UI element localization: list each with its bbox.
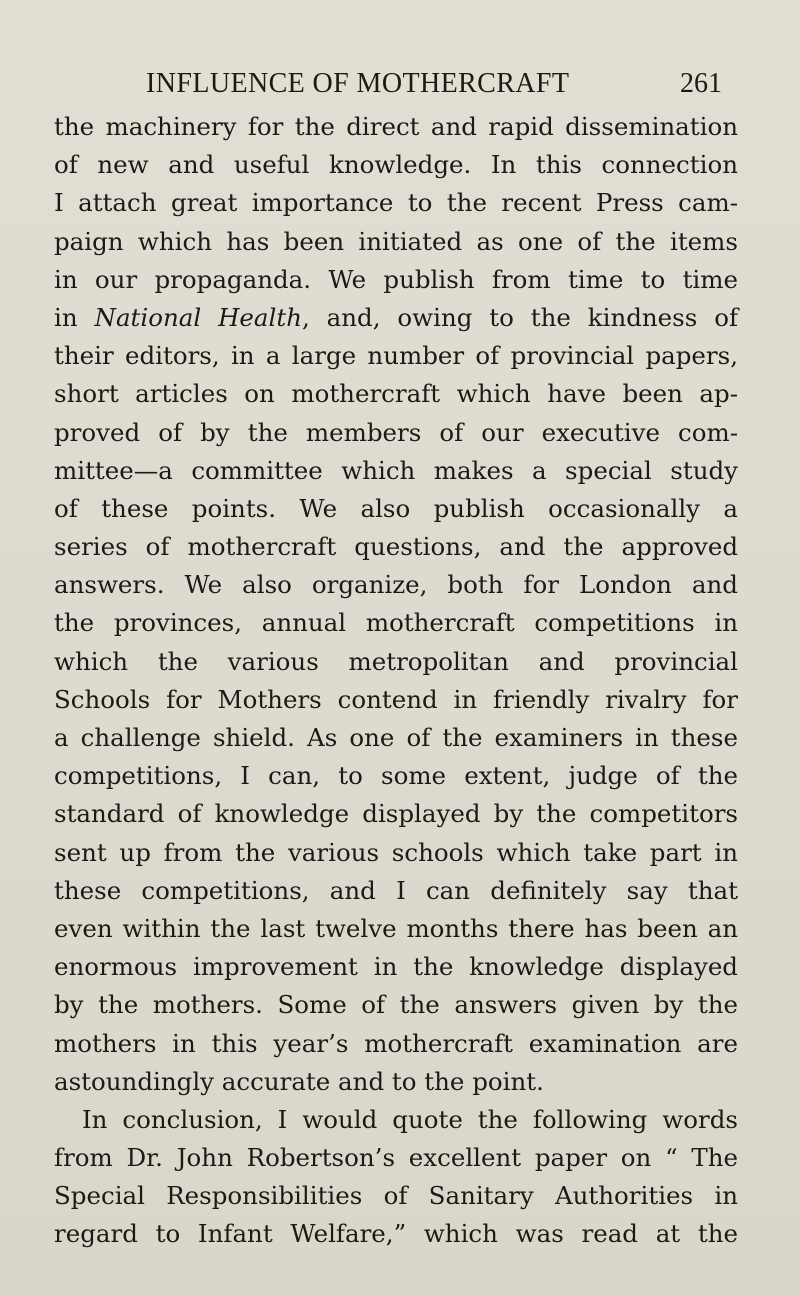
italic-title: National Health bbox=[94, 302, 303, 332]
body-text bbox=[54, 108, 738, 1254]
text-line: answers. We also organize, both for London and bbox=[54, 570, 738, 600]
text-line: which the various metropolitan and provincial bbox=[54, 646, 738, 676]
text-line: these competitions, and I can definitely say that bbox=[54, 875, 738, 905]
text-line-with-italic bbox=[54, 299, 738, 337]
text-line: Special Responsibilities of Sanitary Authorities in bbox=[54, 1181, 738, 1211]
text-fragment: in bbox=[54, 302, 95, 332]
text-line: by the mothers. Some of the answers given by the bbox=[54, 990, 738, 1020]
text-line: I attach great importance to the recent Press cam- bbox=[54, 188, 738, 218]
text-line: of new and useful knowledge. In this connection bbox=[54, 150, 738, 180]
text-line: their editors, in a large number of provincial papers, bbox=[54, 341, 738, 371]
text-line: of these points. We also publish occasionally a bbox=[54, 493, 738, 523]
text-line: competitions, I can, to some extent, judge of the bbox=[54, 761, 738, 791]
text-line: enormous improvement in the knowledge displayed bbox=[54, 952, 738, 982]
text-line: a challenge shield. As one of the examiners in these bbox=[54, 723, 738, 752]
text-line: the provinces, annual mothercraft competitions in bbox=[54, 608, 738, 638]
text-line: series of mothercraft questions, and the approved bbox=[54, 532, 738, 562]
text-line: standard of knowledge displayed by the competitors bbox=[54, 799, 738, 829]
text-line-paragraph-start: In conclusion, I would quote the following words bbox=[82, 1104, 738, 1134]
text-line: Schools for Mothers contend in friendly rivalry for bbox=[54, 684, 738, 714]
text-line: sent up from the various schools which take part in bbox=[54, 837, 738, 867]
text-line: short articles on mothercraft which have been ap- bbox=[54, 379, 738, 409]
text-line: proved of by the members of our executive com- bbox=[54, 417, 738, 447]
text-line: in our propaganda. We publish from time to time bbox=[54, 264, 738, 294]
text-line: paign which has been initiated as one of the items bbox=[54, 226, 738, 256]
text-line: regard to Infant Welfare,” which was read at the bbox=[54, 1219, 738, 1249]
text-line: even within the last twelve months there has been an bbox=[54, 913, 738, 943]
text-line-paragraph-end: astoundingly accurate and to the point. bbox=[54, 1066, 544, 1096]
text-fragment: , and, owing to the kindness of bbox=[302, 302, 739, 332]
page-header bbox=[146, 64, 722, 104]
running-head: INFLUENCE OF MOTHERCRAFT bbox=[146, 68, 570, 99]
page-number: 261 bbox=[680, 68, 722, 99]
text-line: mittee—a committee which makes a special study bbox=[54, 455, 738, 485]
text-line: from Dr. John Robertson’s excellent paper on “ The bbox=[54, 1143, 738, 1173]
text-line: the machinery for the direct and rapid dissemination bbox=[54, 112, 738, 141]
text-line: mothers in this year’s mothercraft examination are bbox=[54, 1028, 738, 1058]
